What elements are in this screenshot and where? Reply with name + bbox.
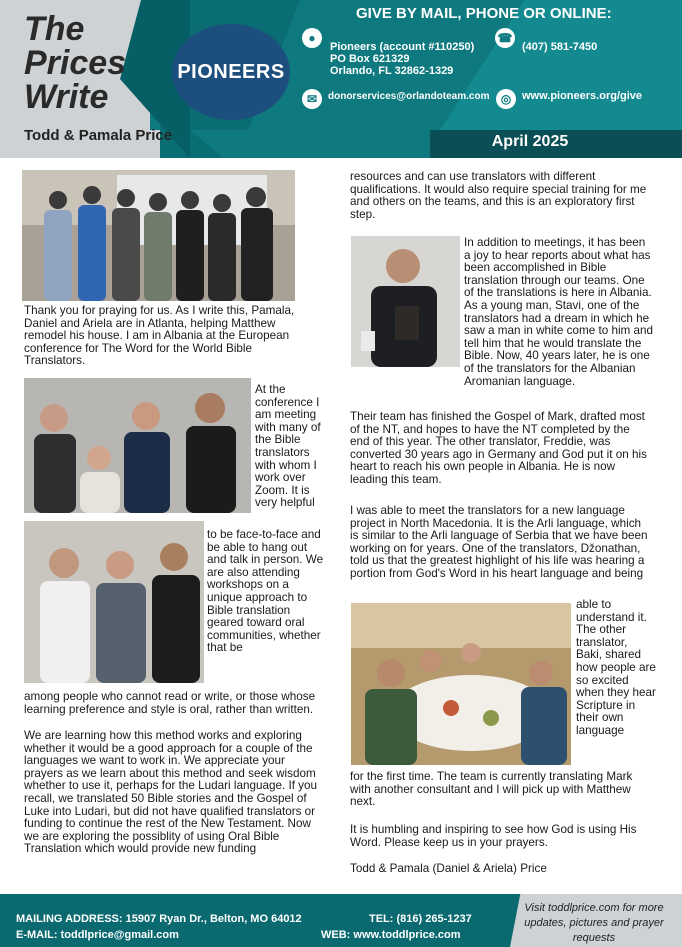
- footer-website[interactable]: WEB: www.toddlprice.com: [321, 929, 461, 941]
- mail-line: Orlando, FL 32862-1329: [330, 65, 454, 77]
- mail-line: Pioneers (account #110250): [330, 41, 475, 53]
- give-heading: GIVE BY MAIL, PHONE OR ONLINE:: [356, 5, 612, 22]
- photo-dinner-table-image: [351, 603, 571, 765]
- right-paragraph-2-narrow: In addition to meetings, it has been a joy to hear reports about what has been accomplished in Bible translation through our teams. One of the translations is here in Albania. As a young man, Stavi, one of the translators had a dream in which he saw a man in white come to him and tell him that he would translate the Bible. Now, 40 years later, he is one of the translators for the Albanian Aromanian language.: [464, 236, 654, 388]
- right-paragraph-2-full: Their team has finished the Gospel of Mark, drafted most of the NT, and hopes to have the NT completed by the end of this year. The other translator, Freddie, was converted 30 years ago in Germany and God put it on his heart to reach his own people in Albania. He is now leading this team.: [350, 410, 647, 486]
- footer-phone[interactable]: TEL: (816) 265-1237: [369, 913, 472, 925]
- visit-note: Visit toddlprice.com for more updates, pictures and prayer requests: [524, 902, 664, 944]
- photo-translator-stavi-image: [351, 236, 460, 367]
- footer-email[interactable]: E-MAIL: toddlprice@gmail.com: [16, 929, 179, 941]
- left-paragraph-3: We are learning how this method works and exploring whether it would be a good approach for a couple of the languages we want to work in. We appreciate your prayers as we learn about this method and seek wisdom whether to use it, perhaps for the Ludari language. If you recall, we translated 50 Bible stories and the Gospel of Luke into Ludari, but did not have qualified translators or funding to continue the rest of the New Testament. Now we are exploring the possiblity of using Oral Bible Translation which would provide new funding: [24, 729, 318, 856]
- donor-email[interactable]: donorservices@orlandoteam.com: [328, 91, 490, 102]
- phone-number[interactable]: (407) 581-7450: [522, 41, 598, 53]
- title-line: The: [24, 10, 85, 48]
- location-pin-icon: ●: [302, 28, 322, 48]
- logo-text: PIONEERS: [177, 60, 285, 83]
- left-paragraph-2-narrow: At the conference I am meeting with many of the Bible translators with whom I work over Zoom. It is very helpful: [255, 383, 321, 510]
- right-paragraph-3-end: for the first time. The team is currently translating Mark with another consultant and I will pick up with Matthew next.: [350, 770, 633, 809]
- phone-icon: ☎: [495, 28, 515, 48]
- photo-four-people: [24, 378, 251, 513]
- author-names: Todd & Pamala Price: [24, 127, 173, 144]
- issue-date: April 2025: [491, 133, 569, 150]
- photo-three-men-image: [24, 521, 204, 683]
- right-paragraph-4: It is humbling and inspiring to see how God is using His Word. Please keep us in your prayers.: [350, 823, 637, 849]
- right-paragraph-3-narrow: able to understand it. The other translator, Baki, shared how people are so excited when they hear Scripture in their own language: [576, 598, 656, 737]
- header-band: [190, 130, 430, 158]
- title-line: Prices: [24, 44, 127, 82]
- photo-four-people-image: [24, 378, 251, 513]
- mail-icon: ✉: [302, 89, 322, 109]
- left-paragraph-1: Thank you for praying for us. As I write this, Pamala, Daniel and Ariela are in Atlanta, helping Matthew remodel his house. I am in Albania at the European conference for The Word for the World Bible Translators.: [24, 304, 295, 368]
- give-website[interactable]: www.pioneers.org/give: [522, 90, 643, 102]
- left-paragraph-2-full: among people who cannot read or write, or those whose learning preference and style is oral, rather than written.: [24, 690, 316, 716]
- title-line: Write: [24, 78, 109, 116]
- globe-icon: ◎: [496, 89, 516, 109]
- mail-address: [330, 41, 474, 77]
- pioneers-logo: [172, 24, 290, 120]
- photo-dinner-table: [351, 603, 571, 765]
- right-paragraph-3-full: I was able to meet the translators for a new language project in North Macedonia. It is the Arli language, which is similar to the Arli language of Serbia that we have been working on for years. One of the translators, Džonathan, told us that the greatest highlight of his life was hearing a portion from God's Word in his heart language and being: [350, 504, 648, 580]
- photo-translator-stavi: [351, 236, 460, 367]
- signoff: Todd & Pamala (Daniel & Ariela) Price: [350, 862, 547, 875]
- left-paragraph-2-mid: to be face-to-face and be able to hang out and talk in person. We are also attending workshops on a unique approach to Bible translation geared toward oral communities, whether that be: [207, 528, 324, 655]
- photo-three-men: [24, 521, 204, 683]
- mailing-address: MAILING ADDRESS: 15907 Ryan Dr., Belton, MO 64012: [16, 913, 302, 925]
- mail-line: PO Box 621329: [330, 53, 410, 65]
- right-paragraph-1: resources and can use translators with different qualifications. It would also require special training for me and others on the teams, and this is an exploratory first step.: [350, 170, 647, 221]
- photo-group-of-men-image: [22, 170, 295, 301]
- photo-group-of-men: [22, 170, 295, 301]
- newsletter-title: [24, 12, 154, 114]
